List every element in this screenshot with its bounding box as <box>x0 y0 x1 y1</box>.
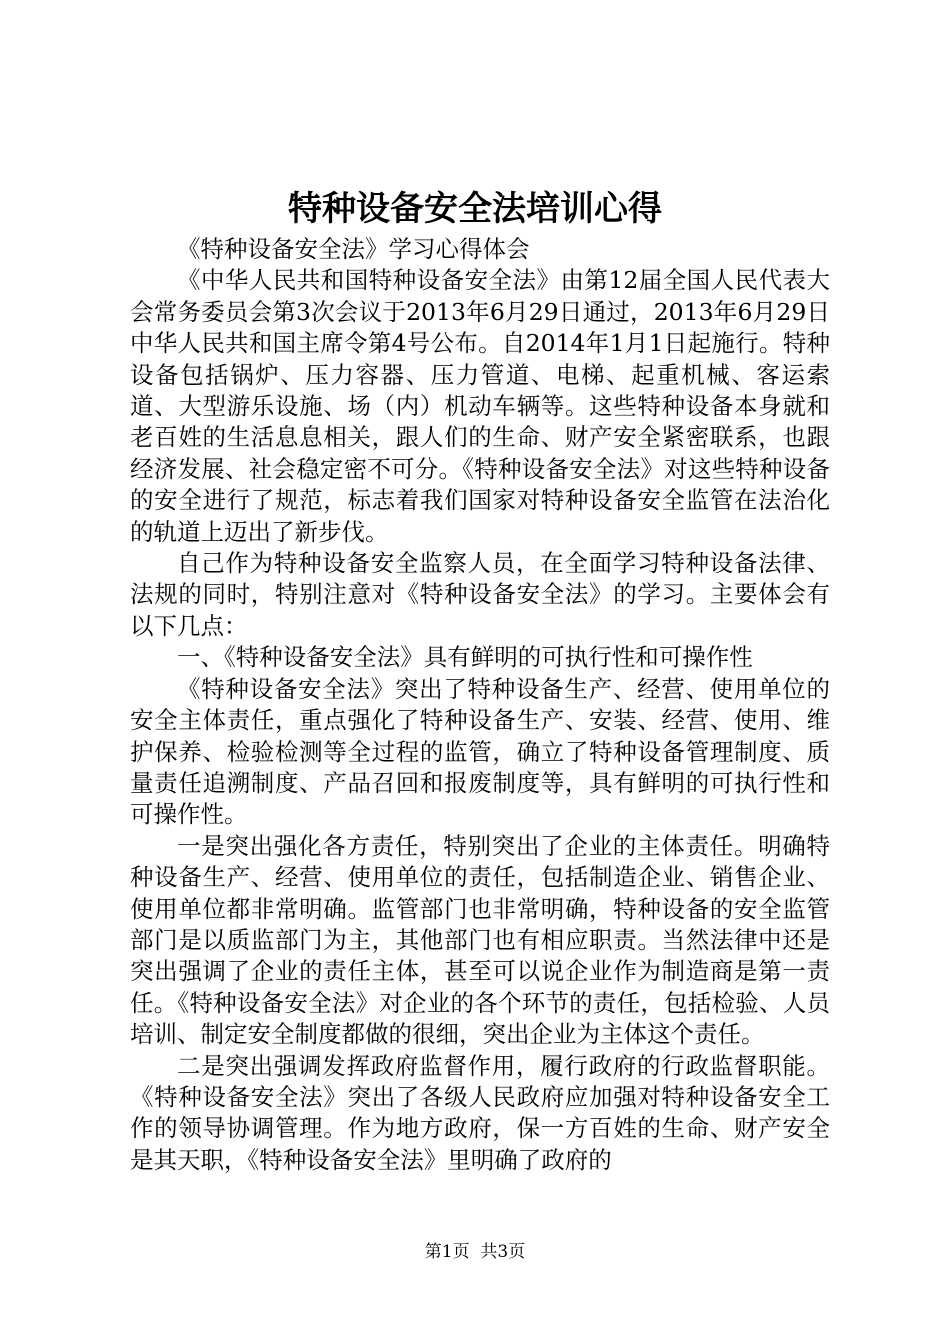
paragraph-point-one: 一是突出强化各方责任，特别突出了企业的主体责任。明确特种设备生产、经营、使用单位的责任，包括制造企业、销售企业、使用单位都非常明确。监管部门也非常明确，特种设备的安全监管部门是以质监部门为主，其他部门也有相应职责。当然法律中还是突出强调了企业的责任主体，甚至可以说企业作为制造商是第一责任。《特种设备安全法》对企业的各个环节的责任，包括检验、人员培训、制定安全制度都做的很细，突出企业为主体这个责任。 <box>130 831 830 1049</box>
paragraph-self-role: 自己作为特种设备安全监察人员，在全面学习特种设备法律、法规的同时，特别注意对《特种设备安全法》的学习。主要体会有以下几点： <box>130 549 830 640</box>
section-heading-one: 一、《特种设备安全法》具有鲜明的可执行性和可操作性 <box>177 643 753 672</box>
page-number-label: 第1页 共3页 <box>424 1242 526 1262</box>
paragraph-point-two: 二是突出强调发挥政府监督作用，履行政府的行政监督职能。《特种设备安全法》突出了各级人民政府应加强对特种设备安全工作的领导协调管理。作为地方政府，保一方百姓的生命、财产安全是其天职，《特种设备安全法》里明确了政府的 <box>130 1051 830 1174</box>
paragraph-section-one: 《特种设备安全法》突出了特种设备生产、经营、使用单位的安全主体责任，重点强化了特种设备生产、安装、经营、使用、维护保养、检验检测等全过程的监管，确立了特种设备管理制度、质量责任追溯制度、产品召回和报废制度等，具有鲜明的可执行性和可操作性。 <box>130 674 830 829</box>
document-title: 特种设备安全法培训心得 <box>288 189 662 229</box>
paragraph-intro: 《中华人民共和国特种设备安全法》由第12届全国人民代表大会常务委员会第3次会议于2013年6月29日通过，2013年6月29日中华人民共和国主席令第4号公布。自2014年1月1日起施行。特种设备包括锅炉、压力容器、压力管道、电梯、起重机械、客运索道、大型游乐设施、场（内）机动车辆等。这些特种设备本身就和老百姓的生活息息相关，跟人们的生命、财产安全紧密联系，也跟经济发展、社会稳定密不可分。《特种设备安全法》对这些特种设备的安全进行了规范，标志着我们国家对特种设备安全监管在法治化的轨道上迈出了新步伐。 <box>130 266 830 546</box>
page-footer <box>0 1240 950 1264</box>
document-body <box>130 234 830 1176</box>
paragraph-subtitle: 《特种设备安全法》学习心得体会 <box>177 235 530 263</box>
